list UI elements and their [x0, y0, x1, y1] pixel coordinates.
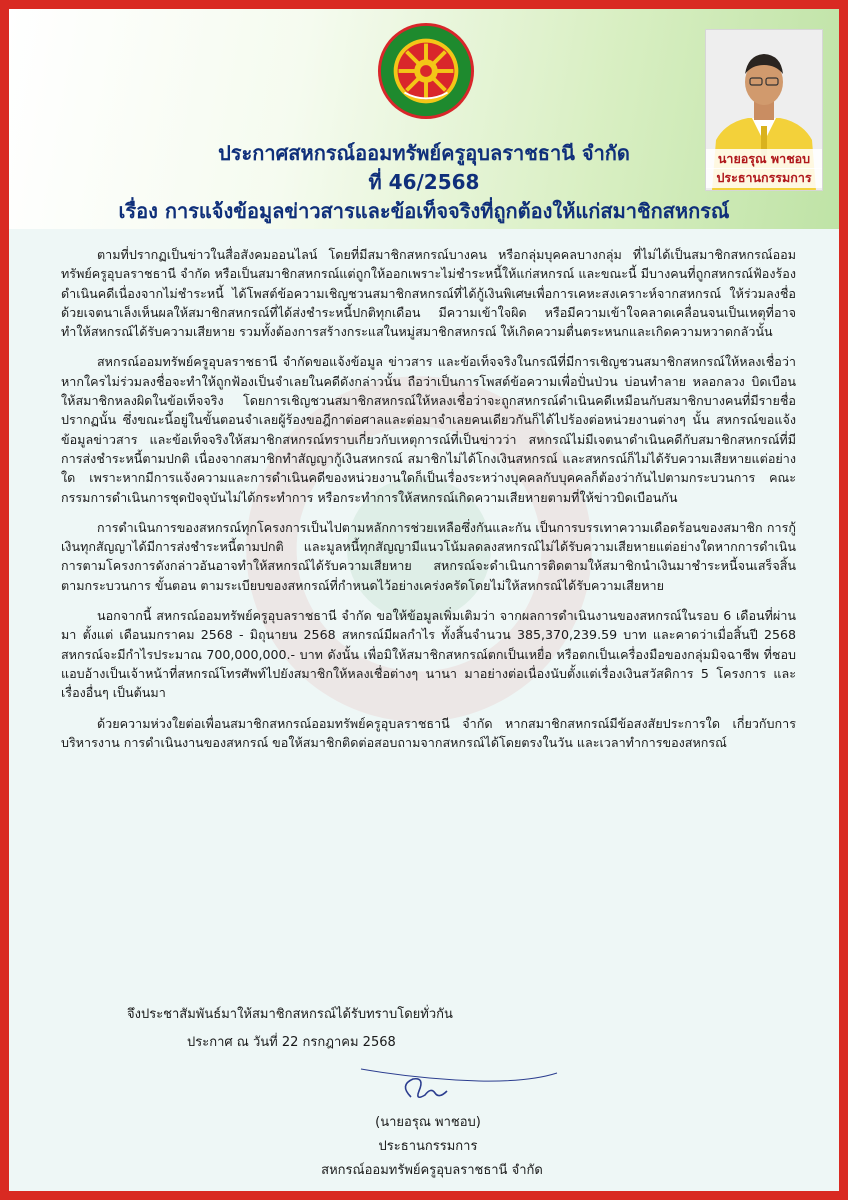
announcement-subject: เรื่อง การแจ้งข้อมูลข่าวสารและข้อเท็จจริงที่ถูกต้องให้แก่สมาชิกสหกรณ์ [118, 199, 730, 223]
closing-statement: จึงประชาสัมพันธ์มาให้สมาชิกสหกรณ์ได้รับทราบโดยทั่วกัน [127, 1007, 453, 1022]
handwritten-signature [359, 1057, 559, 1109]
body-paragraph: สหกรณ์ออมทรัพย์ครูอุบลราชธานี จำกัดขอแจ้งข้อมูล ข่าวสาร และข้อเท็จจริงในกรณีที่มีการเชิญชวนสมาชิกสหกรณ์ให้หลงเชื่อว่า หากใครไม่ร่วมลงชื่อจะทำให้ถูกฟ้องเป็นจำเลยในคดีดังกล่าวนั้น ถือว่าเป็นการโพสต์ข้อความเพื่อปั่นป่วน บ่อนทำลาย หลอกลวง บิดเบือน ให้สมาชิกหลงผิดในข้อเท็จจริง โดยการเชิญชวนสมาชิกสหกรณ์ให้หลงเชื่อว่าจะถูกสหกรณ์ดำเนินคดีเหมือนกับสมาชิกบางคนที่มีรายชื่อปรากฏนั้น ซึ่งขณะนี้อยู่ในขั้นตอนจำเลยผู้ร้องขอฎีกาต่อศาลและต่อมาจำเลยคนเดียวกันก็ได้ไปร้องต่อหน่วยงานต่างๆ นั้น สหกรณ์ขอแจ้งข้อมูลข่าวสาร และข้อเท็จจริงให้สมาชิกสหกรณ์ทราบเกี่ยวกับเหตุการณ์ที่เป็นข่าวว่า สหกรณ์ไม่มีเจตนาดำเนินคดีกับสมาชิกสหกรณ์ที่มีการส่งชำระหนี้ตามปกติ เนื่องจากสมาชิกทำสัญญากู้เงินสหกรณ์ สมาชิกไม่ได้โกงเงินสหกรณ์ และสหกรณ์ก็ไม่ได้รับความเสียหายแต่อย่างใด เพราะหากมีการแจ้งความและการดำเนินคดีของหน่วยงานใดก็เป็นเรื่องระหว่างบุคคลกับบุคคลก็ต้องว่ากันไปตามกระบวนการ คณะกรรมการดำเนินการชุดปัจจุบันไม่ได้กระทำการ หรือกระทำการให้สหกรณ์เกิดความเสียหายตามที่ให้ข่าวบิดเบือนกัน [61, 354, 796, 505]
announcement-number: ที่ 46/2568 [368, 170, 480, 194]
body-paragraph: ด้วยความห่วงใยต่อเพื่อนสมาชิกสหกรณ์ออมทรัพย์ครูอุบลราชธานี จำกัด หากสมาชิกสหกรณ์มีข้อสงสัยประการใด เกี่ยวกับการบริหารงาน การดำเนินงานของสหกรณ์ ขอให้สมาชิกติดต่อสอบถามจากสหกรณ์ได้โดยตรงในวัน และเวลาทำการของสหกรณ์ [61, 715, 796, 750]
cooperative-logo [377, 22, 475, 120]
announcement-body [61, 245, 796, 763]
photo-caption-position: ประธานกรรมการ [706, 168, 822, 188]
announcement-date: ประกาศ ณ วันที่ 22 กรกฎาคม 2568 [187, 1035, 396, 1050]
announcement-title: ประกาศสหกรณ์ออมทรัพย์ครูอุบลราชธานี จำกัด [218, 141, 630, 165]
signatory-organization: สหกรณ์ออมทรัพย์ครูอุบลราชธานี จำกัด [321, 1163, 543, 1178]
signatory-position: ประธานกรรมการ [378, 1139, 478, 1154]
signatory-name: (นายอรุณ พาชอบ) [375, 1115, 481, 1130]
body-paragraph: การดำเนินการของสหกรณ์ทุกโครงการเป็นไปตามหลักการช่วยเหลือซึ่งกันและกัน เป็นการบรรเทาความเดือดร้อนของสมาชิก การกู้เงินทุกสัญญาได้มีการส่งชำระหนี้ตามปกติ และมูลหนี้ทุกสัญญามีแนวโน้มลดลงสหกรณ์ไม่ได้รับความเสียหายแต่อย่างใดหากการดำเนินการตามโครงการดังกล่าวอันอาจทำให้สหกรณ์ได้รับความเสียหาย สหกรณ์จะดำเนินการติดตามให้สมาชิกนำเงินมาชำระหนี้จนเสร็จสิ้น ตามกระบวนการ ขั้นตอน ตามระเบียบของสหกรณ์ที่กำหนดไว้อย่างเคร่งครัดโดยไม่ให้สหกรณ์ได้รับความเสียหาย [61, 519, 796, 593]
body-paragraph: นอกจากนี้ สหกรณ์ออมทรัพย์ครูอุบลราชธานี จำกัด ขอให้ข้อมูลเพิ่มเติมว่า จากผลการดำเนินงานของสหกรณ์ในรอบ 6 เดือนที่ผ่านมา ตั้งแต่ เดือนมกราคม 2568 - มิถุนายน 2568 สหกรณ์มีผลกำไร ทั้งสิ้นจำนวน 385,370,239.59 บาท และคาดว่าเมื่อสิ้นปี 2568 สหกรณ์จะมีกำไรประมาณ 700,000,000.- บาท ดังนั้น เพื่อมิให้สมาชิกสหกรณ์ตกเป็นเหยื่อ หรือตกเป็นเครื่องมือของกลุ่มมิจฉาชีพ ที่ชอบแอบอ้างเป็นเจ้าหน้าที่สหกรณ์โทรศัพท์ไปยังสมาชิกให้หลงเชื่อต่างๆ นานา มาอย่างต่อเนื่องนับตั้งแต่เรื่องเงินสวัสดิการ 5 โครงการ และเรื่องอื่นๆ เป็นต้นมา [61, 608, 796, 701]
header-banner [9, 9, 839, 229]
body-paragraph: ตามที่ปรากฏเป็นข่าวในสื่อสังคมออนไลน์ โดยที่มีสมาชิกสหกรณ์บางคน หรือกลุ่มบุคคลบางกลุ่ม ที่ไม่ได้เป็นสมาชิกสหกรณ์ออมทรัพย์ครูอุบลราชธานี จำกัด หรือเป็นสมาชิกสหกรณ์แต่ถูกให้ออกเพราะไม่ชำระหนี้ให้แก่สหกรณ์ และขณะนี้ มีบางคนที่ถูกสหกรณ์ฟ้องร้องดำเนินคดีเนื่องจากไม่ชำระหนี้ ได้โพสต์ข้อความเชิญชวนสมาชิกสหกรณ์ที่ได้กู้เงินพิเศษเพื่อการเคหะสงเคราะห์จากสหกรณ์ ให้ร่วมลงชื่อด้วยเจตนาเล็งเห็นผลให้สมาชิกสหกรณ์ที่ได้ส่งชำระหนี้ปกติทุกเดือน มีความเข้าใจผิด หรือมีความเข้าใจคลาดเคลื่อนจนเป็นเหตุที่อาจทำให้สหกรณ์ได้รับความเสียหาย รวมทั้งต้องการสร้างกระแสในหมู่สมาชิกสหกรณ์ ให้เกิดความตื่นตระหนกและเกิดความหวาดกลัวนั้น [61, 247, 796, 340]
photo-caption-name: นายอรุณ พาชอบ [706, 149, 822, 169]
